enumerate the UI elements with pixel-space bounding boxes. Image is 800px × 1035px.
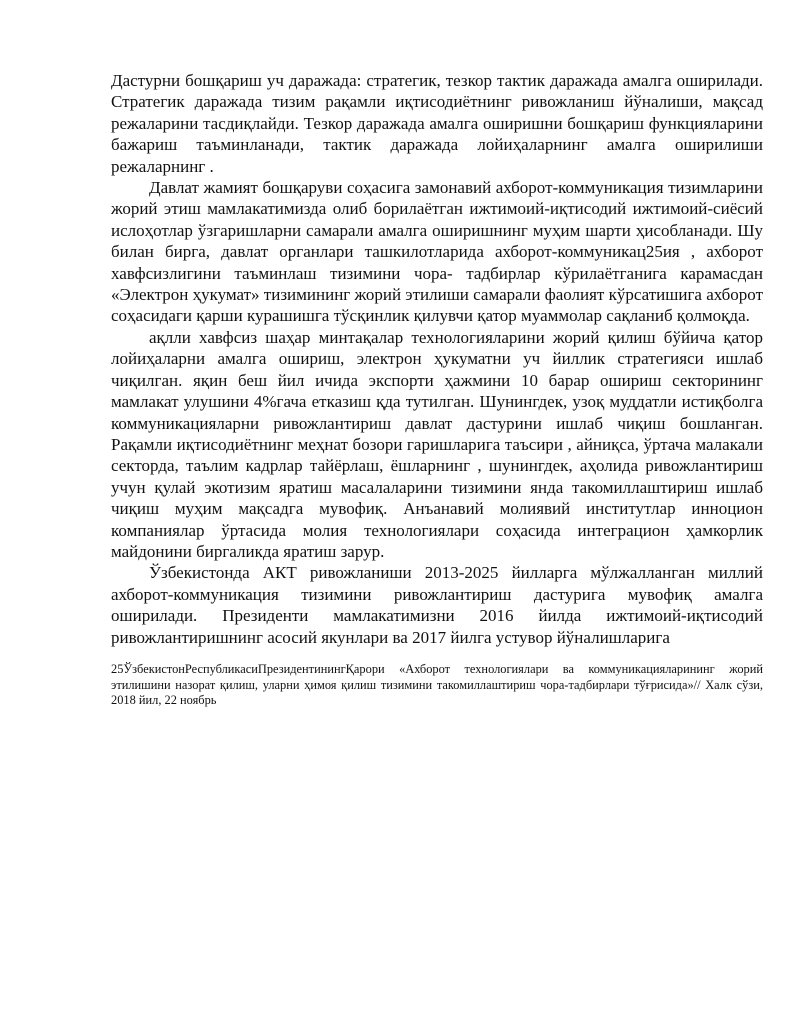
footnote: 25ЎзбекистонРеспубликасиПрезидентинингҚарори «Ахборот технологиялари ва коммуникацияларининг жорий этилишини назорат қилиш, уларни ҳимоя қилиш тизимини такомиллаштириш чора-тадбирлари тўғрисида»// Халк сўзи, 2018 йил, 22 ноябрь: [111, 661, 763, 708]
body-paragraph-1: Дастурни бошқариш уч даражада: стратегик, тезкор тактик даражада амалга оширилади. Стратегик даражада тизим рақамли иқтисодиётнинг ривожланиш йўналиши, мақсад режаларини тасдиқлайди. Тезкор даражада амалга оширишни бошқариш функцияларини бажариш таъминланади, тактик даражада лойиҳаларнинг амалга оширилиши режаларнинг .: [111, 71, 763, 176]
document-page: [111, 70, 763, 709]
body-paragraph-2: Давлат жамият бошқаруви соҳасига замонавий ахборот-коммуникация тизимларини жорий этиш мамлакатимизда олиб борилаётган ижтимоий-иқтисодий ижтимоий-сиёсий ислоҳотлар ўзгаришларни самарали амалга оширишнинг муҳим шарти ҳисобланади. Шу билан бирга, давлат органлари ташкилотларида ахборот-коммуникац25ия , ахборот хавфсизлигини таъминлаш тизимини чора- тадбирлар кўрилаётганига карамасдан «Электрон ҳукумат» тизимининг жорий этилиши самарали фаолият кўрсатишига ахборот соҳасидаги қарши курашишга тўсқинлик қилувчи қатор муаммолар сақланиб қолмоқда.: [111, 178, 763, 326]
body-paragraph-3: ақлли хавфсиз шаҳар минтақалар технологияларини жорий қилиш бўйича қатор лойиҳаларни амалга ошириш, электрон ҳукуматни уч йиллик стратегияси ишлаб чиқилган. яқин беш йил ичида экспорти ҳажмини 10 барар ошириш секторининг мамлакат улушини 4%гача етказиш қда тутилган. Шунингдек, узоқ муддатли истиқболга коммуникацияларни ривожлантириш давлат дастурини ишлаб чиқиш бошланган. Рақамли иқтисодиётнинг меҳнат бозори гаришларига таъсири , айниқса, ўртача малакали секторда, таълим кадрлар тайёрлаш, ёшларнинг , шунингдек, аҳолида ривожлантириш учун қулай экотизим яратиш масалаларини тизимини янда такомиллаштириш ишлаб чиқиш муҳим мақсадга мувофиқ. Анъанавий молиявий институтлар инноцион компаниялар ўртасида молия технологиялари соҳасида интеграцион ҳамкорлик майдонини биргаликда яратиш зарур.: [111, 327, 763, 561]
body-paragraph-4: Ўзбекистонда АКТ ривожланиши 2013-2025 йилларга мўлжалланган миллий ахборот-коммуникация тизимини ривожлантириш дастурига мувофиқ амалга оширилади. Президенти мамлакатимизни 2016 йилда ижтимоий-иқтисодий ривожлантиришнинг асосий якунлари ва 2017 йилга устувор йўналишларига: [111, 563, 763, 647]
